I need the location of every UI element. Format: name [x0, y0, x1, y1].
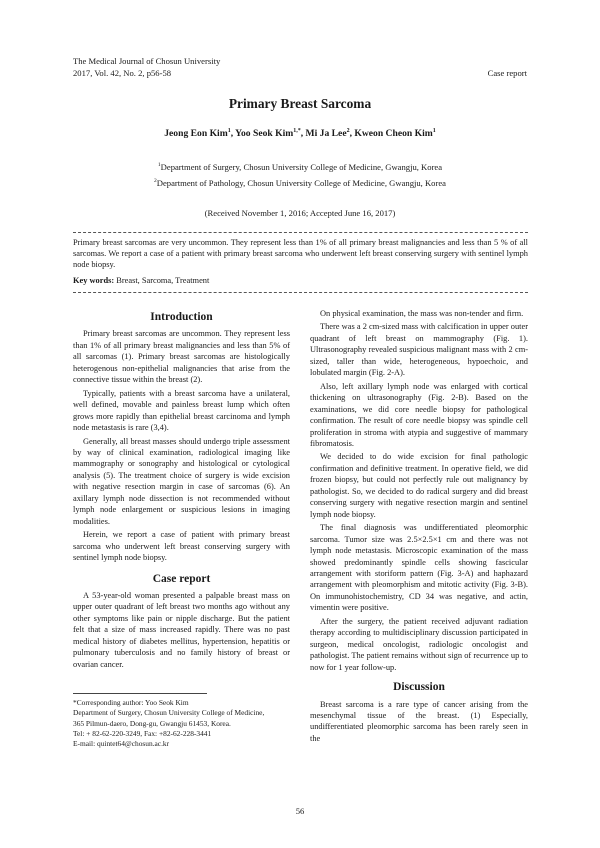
footnote-email: E-mail: quintet64@chosun.ac.kr	[73, 739, 170, 749]
paragraph: Also, left axillary lymph node was enlarged with cortical thickening on ultrasonography (Fig. 2-B). Based on the examinations, we did core needle biopsy for pathological confirmation. The result of core needle biopsy was spindle cell proliferation in stroma with atypia and suggestive of mammary fibromatosis.	[310, 381, 528, 448]
author-separator: ,	[349, 128, 355, 140]
received-dates: (Received November 1, 2016; Accepted June 16, 2017)	[204, 208, 396, 218]
paragraph: On physical examination, the mass was non-tender and firm.	[320, 309, 524, 318]
journal-info	[73, 55, 220, 79]
affiliation-mark: 1	[157, 162, 161, 169]
author-affil-mark: 2	[346, 128, 350, 134]
dashed-divider	[73, 292, 528, 293]
paragraph: There was a 2 cm-sized mass with calcification in upper outer quadrant of left breast on mammography (Fig. 1). Ultrasonography revealed suspicious malignant mass with 2 cm-sized, taller than wide, heterogeneous, hypoechoic, and lobulated margin (Fig. 2-A).	[310, 322, 528, 378]
dashed-divider	[73, 232, 528, 233]
paragraph: The final diagnosis was undifferentiated pleomorphic sarcoma. Tumor size was 2.5×2.5×1 cm and there was not lymph node metastasis. Microscopic examination of the mass showed predominantly spindle cells showing fascicular arrangement with storiform pattern (Fig. 3-A) and haphazard arrangement with pleomorphism and mitotic activity (Fig. 3-B). On immunohistochemistry, CD 34 was negative, and actin, vimentin were positive.	[310, 523, 528, 613]
right-column	[310, 308, 528, 746]
affiliation	[0, 162, 600, 172]
paragraph: Generally, all breast masses should undergo triple assessment by way of clinical examination, radiological imaging like mammography or sonography and histological or cytological analysis (5). The treatment choice of surgery is wide excision with negative resection margin in case of sarcomas (6). An axillary lymph node dissection is not recommended without lymph node enlargement or suspicious lesions in imaging modalities.	[73, 436, 290, 526]
journal-name: The Medical Journal of Chosun University	[73, 56, 221, 66]
corresponding-author-footnote	[73, 698, 293, 749]
affiliation-text: Department of Pathology, Chosun University College of Medicine, Gwangju, Korea	[156, 178, 446, 188]
footnote-corresponding: *Corresponding author: Yoo Seok Kim	[73, 698, 189, 707]
paper-title: Primary Breast Sarcoma	[228, 96, 372, 111]
paragraph: Herein, we report a case of patient with primary breast sarcoma who underwent left breast conserving surgery with sentinel lymph node biopsy.	[73, 530, 290, 563]
footnote-department: Department of Surgery, Chosun University College of Medicine,	[73, 708, 265, 718]
footnote-address: 365 Pilmun-daero, Dong-gu, Gwangju 61453, Korea.	[73, 718, 231, 728]
paragraph: After the surgery, the patient received adjuvant radiation therapy according to multidisciplinary discussion participated in surgeon, medical oncologist, radiologic oncologist and pathologist. The patient remains without sign of recurrence up to now for 1 year follow-up.	[310, 616, 528, 672]
paragraph: We decided to do wide excision for final pathologic confirmation and definitive treatment. In operative field, we did frozen biopsy, but could not perfectly rule out malignancy by pathologist. So, we decided to do radical surgery and did breast conserving surgery with negative resection margin and sentinel lymph node biopsy.	[310, 452, 528, 519]
paragraph: Primary breast sarcomas are uncommon. They represent less than 1% of all primary breast malignancies and less than 5% of all sarcomas (1). Primary breast sarcomas are histologically heterogenous non-epithelial malignancies that arise from the connective tissue within the breast (2).	[73, 329, 290, 385]
paragraph: Typically, patients with a breast sarcoma have a unilateral, well defined, movable and painless breast lump which often grows more rapidly than epithelial breast carcinoma and lymph node metastasis is rare (3,4).	[73, 388, 290, 433]
author-name: Mi Ja Lee	[305, 128, 347, 140]
article-type: Case report	[487, 68, 527, 78]
keywords-text: Breast, Sarcoma, Treatment	[114, 276, 210, 285]
author-name: Jeong Eon Kim	[164, 128, 228, 140]
section-heading-introduction: Introduction	[150, 311, 213, 323]
author-separator: ,	[300, 128, 306, 140]
author-affil-mark: 1	[227, 128, 231, 134]
author-affil-mark: 1,*	[293, 128, 301, 134]
left-column	[73, 308, 290, 672]
abstract: Primary breast sarcomas are very uncommon. They represent less than 1% of all primary breast malignancies and less than 5 % of all sarcomas. We report a case of a patient with primary breast sarcoma who underwent left breast conserving surgery with sentinel lymph node biopsy.	[73, 238, 528, 270]
page-number: 56	[295, 806, 305, 816]
author-name: Kweon Cheon Kim	[354, 128, 433, 140]
section-heading-discussion: Discussion	[393, 681, 445, 694]
keywords	[73, 275, 528, 286]
affiliation-mark: 2	[154, 178, 157, 185]
author-list	[0, 128, 600, 139]
paragraph: A 53-year-old woman presented a palpable breast mass on upper outer quadrant of left breast two months ago without any other symptoms like pain or nipple discharge. But the patient felt that a size of mass increased rapidly. There was no past medical history of diabetes mellitus, hypertension, hepatitis or pulmonary tuberculosis and no family history of breast or ovarian cancer.	[73, 590, 290, 669]
journal-volume: 2017, Vol. 42, No. 2, p56-58	[73, 68, 172, 78]
keywords-label: Key words:	[73, 276, 115, 285]
footnote-phone: Tel: + 82-62-220-3249, Fax: +82-62-228-3441	[73, 728, 212, 738]
affiliation	[0, 178, 600, 188]
paragraph: Breast sarcoma is a rare type of cancer arising from the mesenchymal tissue of the breast. (1) Especially, undifferentiated pleomorphic sarcoma has been rarely seen in the	[310, 699, 528, 743]
author-name: Yoo Seok Kim	[235, 128, 294, 140]
section-heading-case-report: Case report	[152, 572, 211, 585]
affiliation-text: Department of Surgery, Chosun University College of Medicine, Gwangju, Korea	[160, 162, 443, 172]
author-separator: ,	[230, 128, 236, 140]
footnote-rule	[73, 693, 207, 694]
author-affil-mark: 1	[432, 128, 436, 134]
